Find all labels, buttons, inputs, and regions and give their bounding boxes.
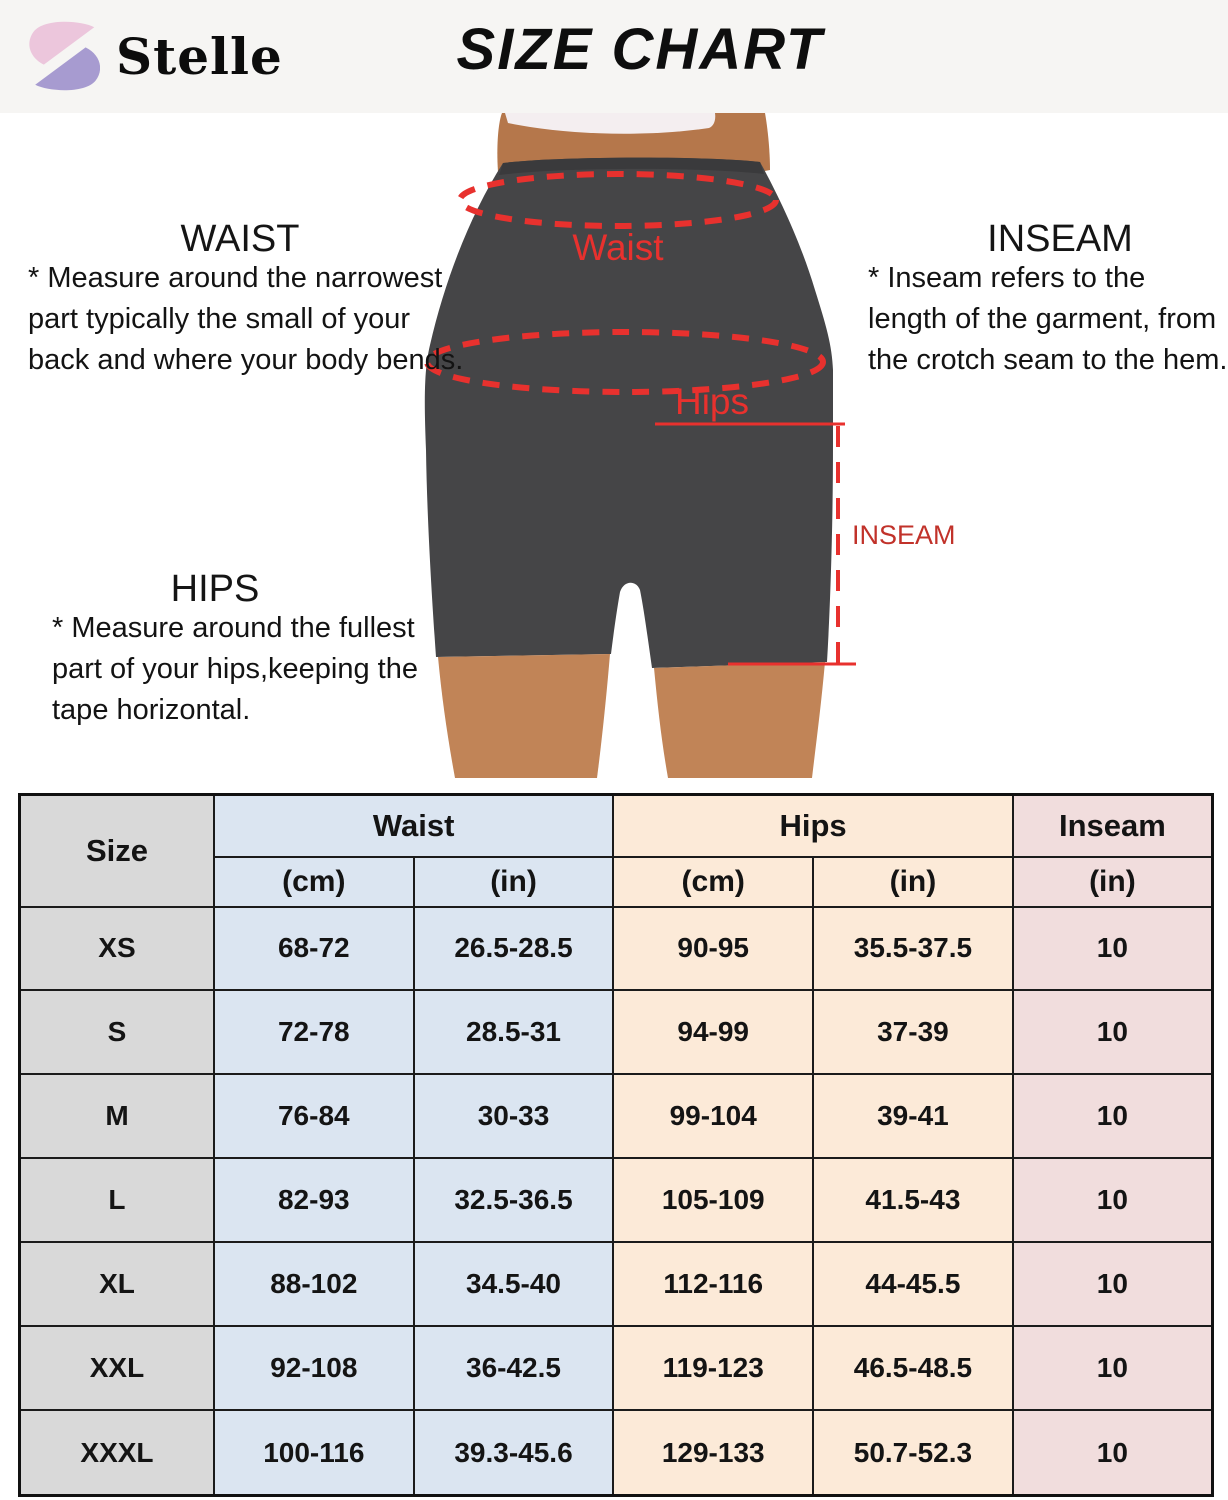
page-title: SIZE CHART <box>456 17 824 82</box>
size-table <box>18 793 1214 1497</box>
hips-note-text <box>52 608 492 731</box>
inseam-figure-label: INSEAM <box>852 520 956 550</box>
waist-note-heading: WAIST <box>180 218 300 260</box>
unit-header-inseam-in: (in) <box>1013 857 1213 907</box>
col-header-waist: Waist <box>214 795 613 857</box>
hips-cm-cell: 112-116 <box>613 1242 813 1326</box>
waist-cm-cell: 88-102 <box>214 1242 414 1326</box>
table-row <box>20 990 1213 1074</box>
inseam-in-cell: 10 <box>1013 1410 1213 1495</box>
size-cell: S <box>20 990 214 1074</box>
table-row <box>20 1074 1213 1158</box>
brand-logo <box>28 18 283 94</box>
hips-note-line1: * Measure around the fullest <box>52 612 415 644</box>
size-cell: L <box>20 1158 214 1242</box>
hips-cm-cell: 119-123 <box>613 1326 813 1410</box>
size-cell: XS <box>20 907 214 991</box>
col-header-inseam: Inseam <box>1013 795 1213 857</box>
inseam-note-line1: * Inseam refers to the <box>868 262 1146 294</box>
inseam-in-cell: 10 <box>1013 1326 1213 1410</box>
waist-note-line1: * Measure around the narrowest <box>28 262 443 294</box>
size-cell: XL <box>20 1242 214 1326</box>
hips-in-cell: 37-39 <box>813 990 1013 1074</box>
header-bar <box>0 0 1228 113</box>
col-header-size: Size <box>20 795 214 907</box>
stelle-logo-icon <box>28 18 100 94</box>
waist-cm-cell: 72-78 <box>214 990 414 1074</box>
waist-note-line3: back and where your body bends. <box>28 344 464 376</box>
inseam-in-cell: 10 <box>1013 907 1213 991</box>
waist-in-cell: 32.5-36.5 <box>414 1158 614 1242</box>
hips-in-cell: 50.7-52.3 <box>813 1410 1013 1495</box>
waist-in-cell: 28.5-31 <box>414 990 614 1074</box>
hips-cm-cell: 90-95 <box>613 907 813 991</box>
hips-figure-label: Hips <box>674 381 750 422</box>
waist-note-line2: part typically the small of your <box>28 303 410 335</box>
waist-in-cell: 30-33 <box>414 1074 614 1158</box>
waist-in-cell: 39.3-45.6 <box>414 1410 614 1495</box>
inseam-in-cell: 10 <box>1013 1158 1213 1242</box>
table-row <box>20 1326 1213 1410</box>
waist-cm-cell: 76-84 <box>214 1074 414 1158</box>
waist-cm-cell: 82-93 <box>214 1158 414 1242</box>
inseam-note-line3: the crotch seam to the hem. <box>868 344 1228 376</box>
size-cell: XXL <box>20 1326 214 1410</box>
size-cell: M <box>20 1074 214 1158</box>
waist-note-text <box>28 258 488 381</box>
hips-in-cell: 44-45.5 <box>813 1242 1013 1326</box>
col-header-hips: Hips <box>613 795 1012 857</box>
unit-header-waist-in: (in) <box>414 857 614 907</box>
table-row <box>20 1158 1213 1242</box>
unit-header-hips-cm: (cm) <box>613 857 813 907</box>
table-row <box>20 907 1213 991</box>
size-cell: XXXL <box>20 1410 214 1495</box>
waist-figure-label: Waist <box>572 227 664 268</box>
hips-cm-cell: 99-104 <box>613 1074 813 1158</box>
waist-in-cell: 26.5-28.5 <box>414 907 614 991</box>
waist-in-cell: 36-42.5 <box>414 1326 614 1410</box>
hips-cm-cell: 94-99 <box>613 990 813 1074</box>
hips-cm-cell: 129-133 <box>613 1410 813 1495</box>
right-leg-shape <box>654 662 825 778</box>
hips-in-cell: 35.5-37.5 <box>813 907 1013 991</box>
table-row <box>20 1242 1213 1326</box>
hips-note-line3: tape horizontal. <box>52 694 251 726</box>
hips-in-cell: 39-41 <box>813 1074 1013 1158</box>
inseam-note-text <box>868 258 1228 381</box>
inseam-in-cell: 10 <box>1013 1074 1213 1158</box>
brand-name: Stelle <box>116 26 283 86</box>
inseam-note-line2: length of the garment, from <box>868 303 1217 335</box>
waist-cm-cell: 92-108 <box>214 1326 414 1410</box>
waist-cm-cell: 68-72 <box>214 907 414 991</box>
hips-cm-cell: 105-109 <box>613 1158 813 1242</box>
unit-header-waist-cm: (cm) <box>214 857 414 907</box>
hips-note-heading: HIPS <box>170 568 260 610</box>
inseam-note-heading: INSEAM <box>987 218 1133 260</box>
inseam-in-cell: 10 <box>1013 990 1213 1074</box>
hips-in-cell: 41.5-43 <box>813 1158 1013 1242</box>
table-row <box>20 1410 1213 1495</box>
hips-note-line2: part of your hips,keeping the <box>52 653 418 685</box>
hips-in-cell: 46.5-48.5 <box>813 1326 1013 1410</box>
waist-in-cell: 34.5-40 <box>414 1242 614 1326</box>
inseam-in-cell: 10 <box>1013 1242 1213 1326</box>
waist-cm-cell: 100-116 <box>214 1410 414 1495</box>
unit-header-hips-in: (in) <box>813 857 1013 907</box>
